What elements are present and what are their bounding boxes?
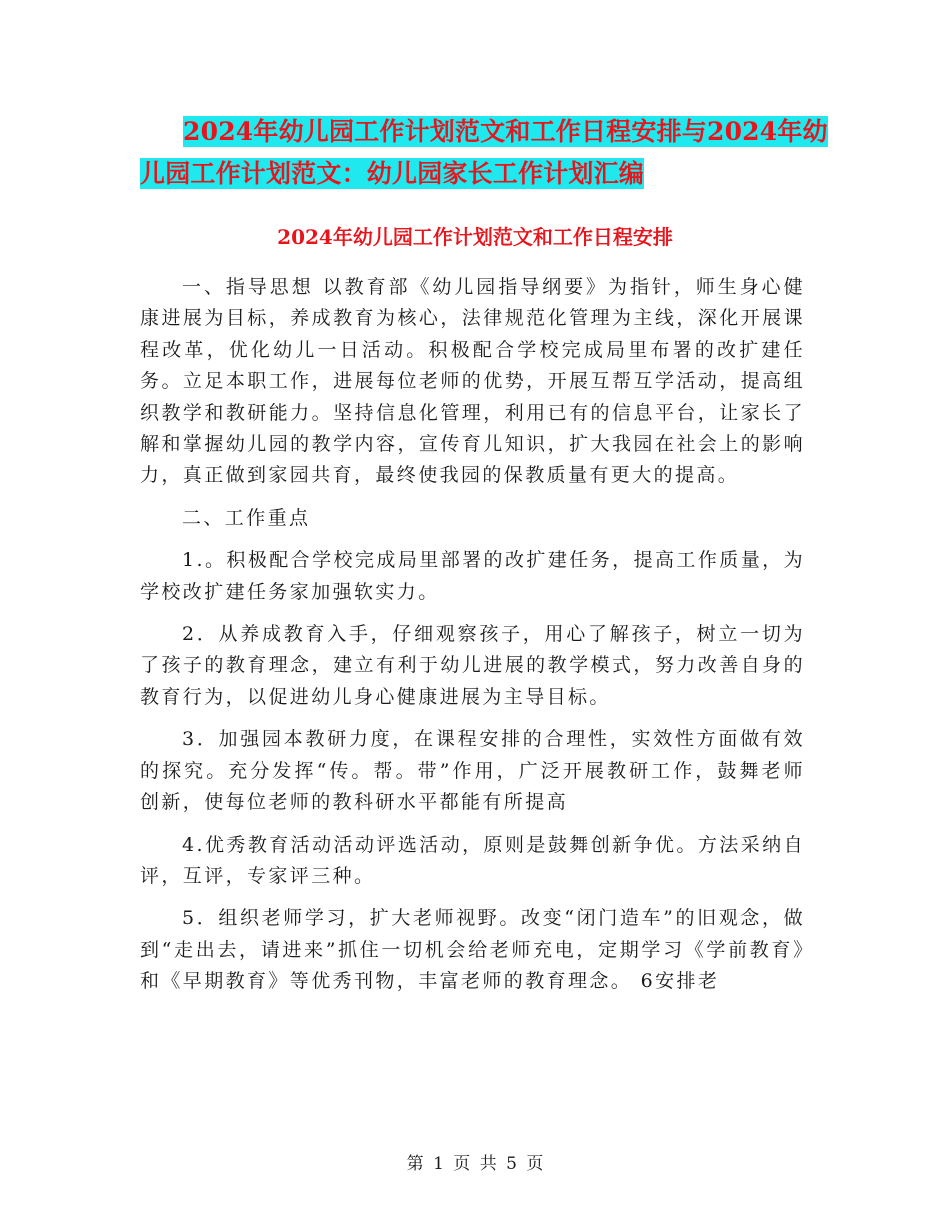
page-footer: 第 1 页 共 5 页: [406, 1154, 544, 1174]
paragraph-item-1: 1.。积极配合学校完成局里部署的改扩建任务，提高工作质量，为学校改扩建任务家加强软实力。: [140, 549, 805, 603]
paragraph-item-5: 5．组织老师学习，扩大老师视野。改变“闭门造车”的旧观念，做到“走出去，请进来”抓住一切机会给老师充电，定期学习《学前教育》和《早期教育》等优秀刊物，丰富老师的教育理念。 6安排老: [140, 907, 805, 993]
paragraph-item-2: 2．从养成教育入手，仔细观察孩子，用心了解孩子，树立一切为了孩子的教育理念，建立有利于幼儿进展的教学模式，努力改善自身的教育行为，以促进幼儿身心健康进展为主导目标。: [140, 623, 805, 708]
paragraph-work-focus-heading: 二、工作重点: [182, 506, 311, 529]
paragraph-item-4: 4.优秀教育活动活动评选活动，原则是鼓舞创新争优。方法采纳自评，互评，专家评三种。: [140, 833, 805, 887]
main-title: [140, 111, 830, 195]
document-body: [140, 272, 805, 998]
main-title-highlight: 2024年幼儿园工作计划范文和工作日程安排与2024年幼儿园工作计划范文：幼儿园家长工作计划汇编: [140, 117, 828, 188]
paragraph-guiding-ideology: 一、指导思想 以教育部《幼儿园指导纲要》为指针，师生身心健康进展为目标，养成教育为核心，法律规范化管理为主线，深化开展课程改革，优化幼儿一日活动。积极配合学校完成局里布署的改扩建任务。立足本职工作，进展每位老师的优势，开展互帮互学活动，提高组织教学和教研能力。坚持信息化管理，利用已有的信息平台，让家长了解和掌握幼儿园的教学内容，宣传育儿知识，扩大我园在社会上的影响力，真正做到家园共育，最终使我园的保教质量有更大的提高。: [140, 276, 805, 487]
paragraph-item-3: 3．加强园本教研力度，在课程安排的合理性，实效性方面做有效的探究。充分发挥“传。帮。带”作用，广泛开展教研工作，鼓舞老师创新，使每位老师的教科研水平都能有所提高: [140, 728, 805, 814]
section-title: 2024年幼儿园工作计划范文和工作日程安排: [277, 225, 673, 249]
